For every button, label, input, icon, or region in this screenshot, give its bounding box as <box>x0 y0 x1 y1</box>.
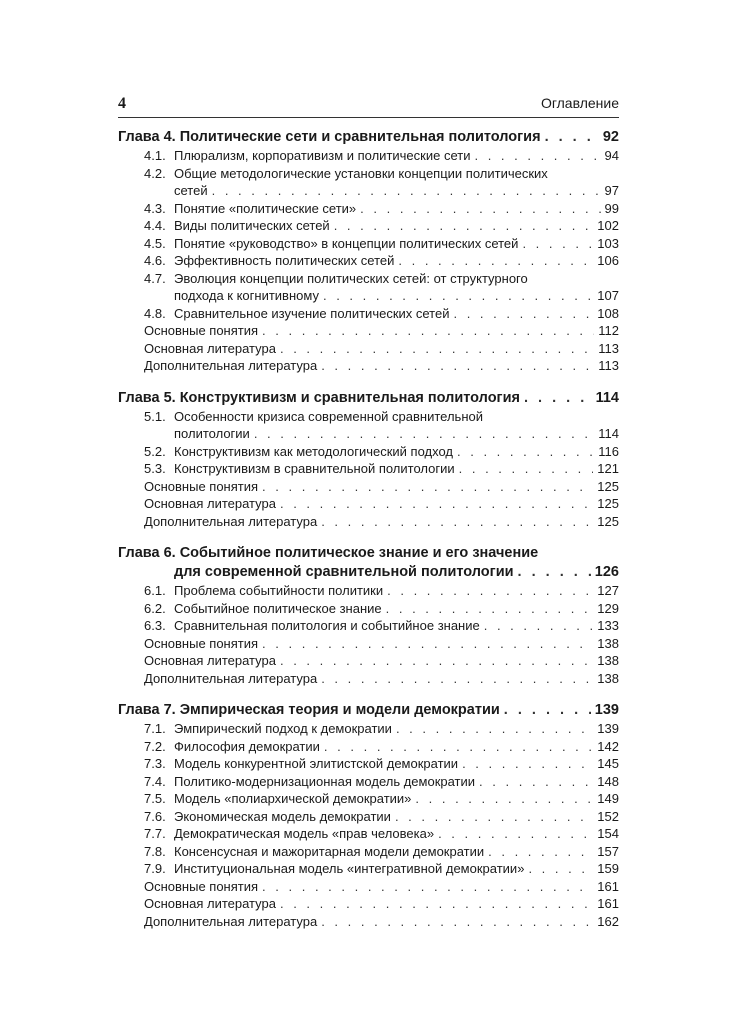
leader-dots <box>545 128 599 147</box>
section-page: 116 <box>598 443 619 459</box>
toc-extra-entry[interactable] <box>118 322 619 340</box>
section-title: Плюрализм, корпоративизм и политические сети <box>174 148 471 163</box>
section-page: 108 <box>597 305 619 321</box>
toc-entry[interactable] <box>118 790 619 808</box>
section-title: Консенсусная и мажоритарная модели демократии <box>174 843 485 859</box>
extra-title: Дополнительная литература <box>144 670 318 686</box>
section-number: 7.3. <box>144 756 166 771</box>
extra-title: Основная литература <box>144 896 276 911</box>
leader-dots <box>387 582 593 600</box>
section-page: 152 <box>597 808 619 824</box>
section-number: 5.3. <box>144 461 166 476</box>
leader-dots <box>415 790 593 808</box>
section-page: 114 <box>598 426 619 441</box>
section-title: Конструктивизм как методологический подход <box>174 443 454 459</box>
leader-dots <box>459 460 594 478</box>
toc-entry[interactable] <box>118 408 619 426</box>
extra-page: 162 <box>597 913 619 929</box>
toc-entry-cont[interactable] <box>118 182 619 200</box>
toc-extra-entry[interactable] <box>118 635 619 653</box>
extra-title: Основные понятия <box>144 478 259 494</box>
section-title: Эффективность политических сетей <box>174 253 395 268</box>
leader-dots <box>386 600 594 618</box>
leader-dots <box>254 425 594 443</box>
section-title: Сравнительное изучение политических сетей <box>174 305 450 321</box>
chapter-title-cont: для современной сравнительной политологии <box>174 564 514 580</box>
toc-chapter <box>118 128 619 375</box>
extra-title: Дополнительная литература <box>144 913 318 929</box>
extra-page: 113 <box>598 358 619 373</box>
leader-dots <box>262 635 593 653</box>
section-title: Понятие «руководство» в концепции политических сетей <box>174 235 519 251</box>
toc-entry[interactable] <box>118 443 619 461</box>
leader-dots <box>524 389 592 408</box>
extra-page: 138 <box>597 653 619 668</box>
leader-dots <box>212 182 601 200</box>
toc-extra-entry[interactable] <box>118 513 619 531</box>
leader-dots <box>360 200 600 218</box>
extra-page: 112 <box>598 323 619 338</box>
section-title: Эволюция концепции политических сетей: от структурного <box>174 270 528 286</box>
leader-dots <box>280 340 594 358</box>
leader-dots <box>488 843 593 861</box>
toc-entry[interactable] <box>118 252 619 270</box>
toc-extra-entry[interactable] <box>118 913 619 931</box>
section-page: 121 <box>597 461 619 476</box>
chapter-title-row[interactable] <box>118 701 619 720</box>
section-number: 4.3. <box>144 200 166 216</box>
toc-entry[interactable] <box>118 235 619 253</box>
leader-dots <box>280 895 593 913</box>
toc-entry-cont[interactable] <box>118 287 619 305</box>
leader-dots <box>484 617 594 635</box>
toc-entry[interactable] <box>118 773 619 791</box>
section-page: 139 <box>597 721 619 736</box>
section-number: 4.4. <box>144 218 166 233</box>
toc-entry[interactable] <box>118 460 619 478</box>
chapter-page: 114 <box>595 389 619 406</box>
toc-entry[interactable] <box>118 617 619 635</box>
leader-dots <box>438 825 593 843</box>
leader-dots <box>398 252 593 270</box>
section-number: 7.5. <box>144 791 166 806</box>
section-title: Модель «полиархической демократии» <box>174 791 412 806</box>
section-title: Экономическая модель демократии <box>174 808 391 824</box>
leader-dots <box>479 773 593 791</box>
toc-extra-entry[interactable] <box>118 895 619 913</box>
section-number: 4.5. <box>144 235 166 251</box>
section-number: 4.7. <box>144 270 166 286</box>
running-title: Оглавление <box>540 95 619 111</box>
toc-entry[interactable] <box>118 200 619 218</box>
section-title: Демократическая модель «прав человека» <box>174 826 435 841</box>
section-number: 7.7. <box>144 826 166 841</box>
section-page: 102 <box>597 218 619 233</box>
section-title-cont: сетей <box>174 183 208 198</box>
section-page: 148 <box>597 773 619 789</box>
leader-dots <box>504 701 591 720</box>
chapter-page: 92 <box>602 129 619 145</box>
section-number: 7.9. <box>144 861 166 876</box>
toc-extra-entry[interactable] <box>118 478 619 496</box>
leader-dots <box>324 738 593 756</box>
section-number: 4.2. <box>144 165 166 181</box>
leader-dots <box>280 495 593 513</box>
toc-chapter <box>118 389 619 531</box>
section-title: Событийное политическое знание <box>174 600 382 616</box>
toc-extra-entry[interactable] <box>118 670 619 688</box>
toc-entry[interactable] <box>118 843 619 861</box>
extra-title: Основная литература <box>144 340 276 356</box>
leader-dots <box>321 513 593 531</box>
toc-extra-entry[interactable] <box>118 340 619 358</box>
chapter-title-row[interactable] <box>118 389 619 408</box>
chapter-title: Глава 4. Политические сети и сравнительная политология <box>118 129 541 145</box>
leader-dots <box>518 563 591 582</box>
toc-extra-entry[interactable] <box>118 652 619 670</box>
toc-extra-entry[interactable] <box>118 878 619 896</box>
toc-entry-cont[interactable] <box>118 425 619 443</box>
section-page: 133 <box>597 618 619 633</box>
section-number: 4.8. <box>144 305 166 321</box>
page-number: 4 <box>118 95 126 112</box>
extra-title: Дополнительная литература <box>144 513 318 529</box>
section-page: 157 <box>597 843 619 859</box>
chapter-page: 126 <box>594 564 619 580</box>
leader-dots <box>396 720 593 738</box>
leader-dots <box>321 357 594 375</box>
leader-dots <box>321 913 593 931</box>
toc-entry[interactable] <box>118 860 619 878</box>
toc-entry[interactable] <box>118 147 619 165</box>
extra-page: 138 <box>597 670 619 686</box>
section-page: 149 <box>597 791 619 806</box>
extra-page: 125 <box>597 513 619 529</box>
section-page: 159 <box>597 861 619 876</box>
section-page: 103 <box>597 235 619 251</box>
extra-title: Основные понятия <box>144 323 259 338</box>
toc-extra-entry[interactable] <box>118 495 619 513</box>
extra-title: Основная литература <box>144 653 276 668</box>
chapter-title: Глава 5. Конструктивизм и сравнительная политология <box>118 389 520 406</box>
section-title-cont: подхода к когнитивному <box>174 288 319 303</box>
toc-entry[interactable] <box>118 582 619 600</box>
section-page: 94 <box>604 148 619 163</box>
table-of-contents <box>118 128 619 944</box>
section-title: Понятие «политические сети» <box>174 200 357 216</box>
toc-entry[interactable] <box>118 720 619 738</box>
section-number: 7.2. <box>144 738 166 754</box>
chapter-title: Глава 7. Эмпирическая теория и модели демократии <box>118 702 500 718</box>
leader-dots <box>262 478 593 496</box>
section-title: Особенности кризиса современной сравнительной <box>174 408 483 424</box>
toc-extra-entry[interactable] <box>118 357 619 375</box>
toc-entry[interactable] <box>118 305 619 323</box>
toc-entry[interactable] <box>118 165 619 183</box>
section-page: 154 <box>597 826 619 841</box>
section-page: 107 <box>597 288 619 303</box>
chapter-title[interactable]: Глава 6. Событийное политическое знание и его значение <box>118 545 539 561</box>
section-number: 6.3. <box>144 618 166 633</box>
section-page: 106 <box>597 253 619 268</box>
extra-title: Дополнительная литература <box>144 358 318 373</box>
section-page: 142 <box>597 738 619 754</box>
leader-dots <box>457 443 594 461</box>
leader-dots <box>528 860 593 878</box>
section-page: 99 <box>604 200 619 216</box>
section-number: 6.1. <box>144 583 166 598</box>
toc-chapter <box>118 544 619 687</box>
leader-dots <box>334 217 594 235</box>
extra-title: Основная литература <box>144 496 276 511</box>
leader-dots <box>395 808 593 826</box>
extra-page: 161 <box>597 896 619 911</box>
toc-entry[interactable] <box>118 808 619 826</box>
toc-entry[interactable] <box>118 755 619 773</box>
extra-page: 138 <box>597 635 619 651</box>
extra-page: 113 <box>598 340 619 356</box>
section-title: Проблема событийности политики <box>174 583 384 598</box>
leader-dots <box>262 878 593 896</box>
extra-title: Основные понятия <box>144 635 259 651</box>
toc-entry[interactable] <box>118 825 619 843</box>
section-number: 7.4. <box>144 773 166 789</box>
leader-dots <box>321 670 593 688</box>
section-title-cont: политологии <box>174 426 250 441</box>
leader-dots <box>522 235 593 253</box>
section-number: 5.1. <box>144 408 166 424</box>
section-title: Конструктивизм в сравнительной политологии <box>174 461 455 476</box>
section-title: Общие методологические установки концепции политических <box>174 165 548 181</box>
extra-title: Основные понятия <box>144 878 259 894</box>
section-page: 145 <box>597 756 619 771</box>
chapter-page: 139 <box>594 702 619 718</box>
section-page: 97 <box>604 183 619 198</box>
section-page: 127 <box>597 583 619 598</box>
extra-page: 161 <box>597 878 619 894</box>
toc-entry[interactable] <box>118 600 619 618</box>
section-number: 6.2. <box>144 600 166 616</box>
header-rule <box>118 117 619 118</box>
toc-entry[interactable] <box>118 270 619 288</box>
chapter-title-row[interactable] <box>118 128 619 147</box>
section-title: Институциональная модель «интегративной демократии» <box>174 861 525 876</box>
toc-entry[interactable] <box>118 738 619 756</box>
leader-dots <box>262 322 594 340</box>
section-title: Философия демократии <box>174 738 320 754</box>
section-number: 7.8. <box>144 843 166 859</box>
section-title: Виды политических сетей <box>174 218 330 233</box>
page-header <box>118 95 619 113</box>
toc-entry[interactable] <box>118 217 619 235</box>
section-number: 7.1. <box>144 721 166 736</box>
section-number: 4.1. <box>144 148 166 163</box>
extra-page: 125 <box>597 478 619 494</box>
section-title: Модель конкурентной элитистской демократии <box>174 756 459 771</box>
chapter-title-row[interactable] <box>118 563 619 582</box>
toc-chapter <box>118 701 619 930</box>
section-title: Сравнительная политология и событийное знание <box>174 618 480 633</box>
section-number: 5.2. <box>144 443 166 459</box>
leader-dots <box>474 147 600 165</box>
leader-dots <box>462 755 593 773</box>
section-number: 4.6. <box>144 253 166 268</box>
section-title: Эмпирический подход к демократии <box>174 721 392 736</box>
leader-dots <box>323 287 593 305</box>
section-page: 129 <box>597 600 619 616</box>
leader-dots <box>280 652 593 670</box>
section-number: 7.6. <box>144 808 166 824</box>
leader-dots <box>453 305 593 323</box>
extra-page: 125 <box>597 496 619 511</box>
section-title: Политико-модернизационная модель демократии <box>174 773 476 789</box>
